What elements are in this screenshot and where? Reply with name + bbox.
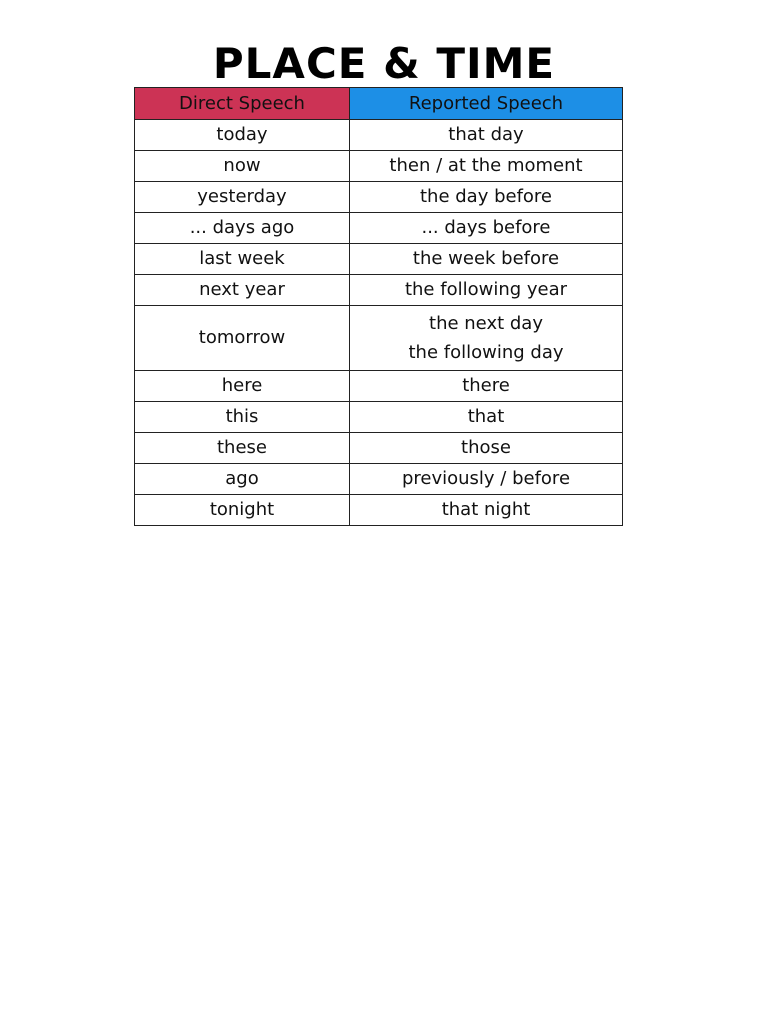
table-row — [135, 464, 623, 495]
table-row — [135, 120, 623, 151]
header-reported-speech: Reported Speech — [350, 88, 623, 120]
reported-cell: that — [350, 402, 623, 433]
reported-cell: then / at the moment — [350, 151, 623, 182]
reported-line: the following day — [408, 342, 564, 363]
table-row — [135, 306, 623, 371]
direct-cell: tonight — [135, 495, 350, 526]
reported-line: the next day — [429, 313, 543, 334]
direct-cell: tomorrow — [135, 306, 350, 371]
direct-cell: today — [135, 120, 350, 151]
header-direct-speech: Direct Speech — [135, 88, 350, 120]
direct-cell: last week — [135, 244, 350, 275]
direct-cell: ago — [135, 464, 350, 495]
reported-cell: that night — [350, 495, 623, 526]
table-row — [135, 213, 623, 244]
reported-cell: ... days before — [350, 213, 623, 244]
table-row — [135, 275, 623, 306]
table-row — [135, 244, 623, 275]
reported-cell: previously / before — [350, 464, 623, 495]
direct-cell: these — [135, 433, 350, 464]
table-row — [135, 495, 623, 526]
direct-cell: next year — [135, 275, 350, 306]
direct-cell: now — [135, 151, 350, 182]
table-row — [135, 151, 623, 182]
reported-cell: the week before — [350, 244, 623, 275]
speech-conversion-table — [134, 87, 623, 526]
direct-cell: this — [135, 402, 350, 433]
direct-cell: yesterday — [135, 182, 350, 213]
table-header-row — [135, 88, 623, 120]
reported-cell: the following year — [350, 275, 623, 306]
reported-cell: there — [350, 371, 623, 402]
reported-cell — [350, 306, 623, 371]
table-row — [135, 433, 623, 464]
direct-cell: here — [135, 371, 350, 402]
reported-cell: those — [350, 433, 623, 464]
table-row — [135, 402, 623, 433]
reported-cell: that day — [350, 120, 623, 151]
table-row — [135, 182, 623, 213]
reported-cell: the day before — [350, 182, 623, 213]
direct-cell: ... days ago — [135, 213, 350, 244]
table-row — [135, 371, 623, 402]
page-title: PLACE & TIME — [212, 39, 556, 88]
